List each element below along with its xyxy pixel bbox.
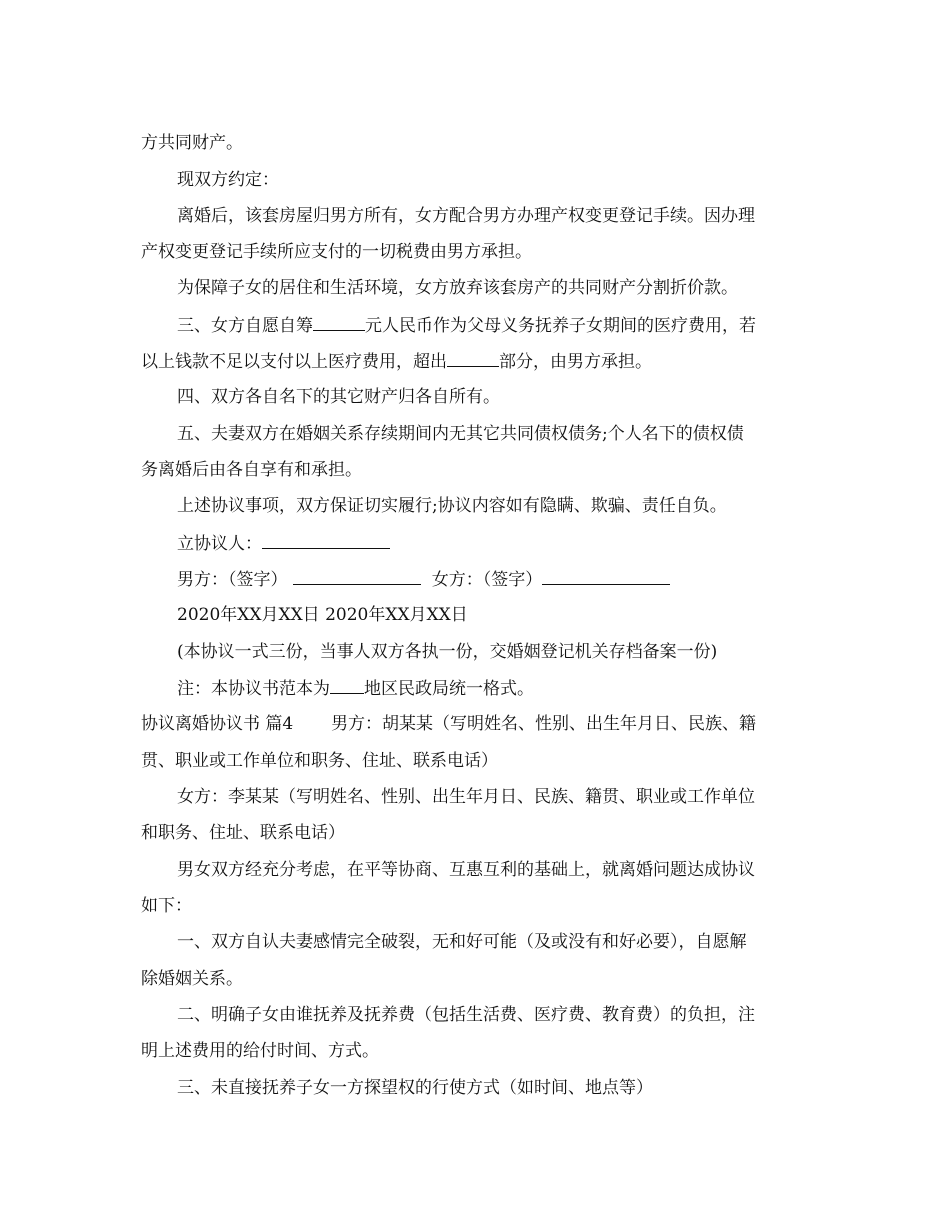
paragraph-line: 为保障子女的居住和生活环境，女方放弃该套房产的共同财产分割折价款。 (177, 278, 738, 298)
paragraph-line: 三、未直接抚养子女一方探望权的行使方式（如时间、地点等） (177, 1078, 653, 1098)
text-fragment: 注：本协议书范本为 (177, 679, 330, 699)
text-fragment: 三、女方自愿自筹 (177, 316, 313, 336)
text-fragment: 女方：（签字） (431, 570, 543, 590)
note-line (177, 676, 534, 701)
fill-in-blank (330, 676, 364, 694)
section-heading: 协议离婚协议书 篇4 (141, 714, 294, 734)
paragraph-line: 除婚姻关系。 (141, 969, 243, 989)
text-fragment: 立协议人： (177, 534, 262, 554)
paragraph-line: 五、夫妻双方在婚姻关系存续期间内无其它共同债权债务;个人名下的债权债 (177, 424, 744, 444)
paragraph-line: 二、明确子女由谁抚养及抚养费（包括生活费、医疗费、教育费）的负担，注 (177, 1005, 755, 1025)
paragraph-line: 产权变更登记手续所应支付的一切税费由男方承担。 (141, 242, 532, 262)
paragraph-line: 上述协议事项，双方保证切实履行;协议内容如有隐瞒、欺骗、责任自负。 (177, 496, 727, 516)
paragraph-line: 和职务、住址、联系电话） (141, 823, 345, 843)
signature-line (177, 567, 670, 592)
text-fragment: 部分，由男方承担。 (499, 352, 652, 372)
paragraph-line: 女方：李某某（写明姓名、性别、出生年月日、民族、籍贯、职业或工作单位 (177, 787, 755, 807)
signature-blank (542, 567, 670, 585)
signature-blank (293, 567, 421, 585)
fill-in-blank (447, 349, 499, 367)
paragraph-line: (本协议一式三份，当事人双方各执一份，交婚姻登记机关存档备案一份) (177, 642, 718, 662)
signatory-line (177, 531, 390, 556)
paragraph-line: 贯、职业或工作单位和职务、住址、联系电话） (141, 751, 498, 771)
text-fragment: 以上钱款不足以支付以上医疗费用，超出 (141, 352, 447, 372)
paragraph-line: 现双方约定： (177, 170, 279, 190)
paragraph-line: 离婚后，该套房屋归男方所有，女方配合男方办理产权变更登记手续。因办理 (177, 206, 755, 226)
paragraph-line (177, 313, 756, 338)
paragraph-line: 明上述费用的给付时间、方式。 (141, 1041, 379, 1061)
paragraph-line: 务离婚后由各自享有和承担。 (141, 460, 362, 480)
section-heading-line (141, 712, 756, 736)
paragraph-line: 一、双方自认夫妻感情完全破裂，无和好可能（及或没有和好必要），自愿解 (177, 932, 747, 952)
fill-in-blank (313, 313, 365, 331)
text-fragment: 元人民币作为父母义务抚养子女期间的医疗费用，若 (365, 316, 756, 336)
signature-blank (262, 531, 390, 549)
date-line: 2020年XX月XX日 2020年XX月XX日 (177, 605, 468, 625)
text-fragment: 男方：胡某某（写明姓名、性别、出生年月日、民族、籍 (331, 714, 757, 734)
paragraph-line: 方共同财产。 (141, 133, 243, 153)
paragraph-line: 如下： (141, 896, 192, 916)
text-fragment: 地区民政局统一格式。 (364, 679, 534, 699)
paragraph-line: 男女双方经充分考虑，在平等协商、互惠互利的基础上，就离婚问题达成协议 (177, 860, 755, 880)
paragraph-line: 四、双方各自名下的其它财产归各自所有。 (177, 387, 500, 407)
paragraph-line (141, 349, 652, 374)
text-fragment: 男方：（签字） (177, 570, 288, 590)
